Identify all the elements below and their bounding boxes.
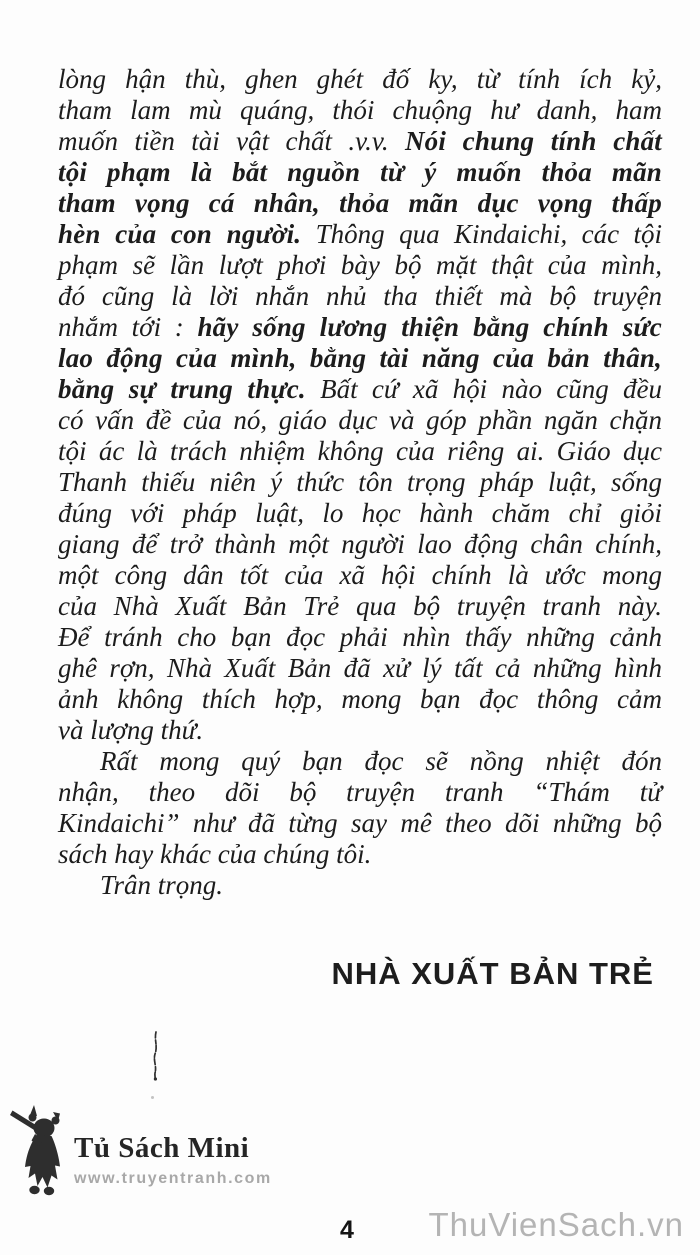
text-line xyxy=(58,591,662,622)
text-line xyxy=(58,64,662,95)
bold-text-run: bằng sự trung thực. xyxy=(58,374,306,404)
bold-text-run: hèn của con người. xyxy=(58,219,302,249)
text-line xyxy=(58,746,662,777)
site-watermark: ThuVienSach.vn xyxy=(428,1206,684,1243)
text-run: đó cũng là lời nhắn nhủ tha thiết mà bộ truyện xyxy=(58,281,662,311)
text-run: Trân trọng. xyxy=(100,870,224,900)
text-line xyxy=(58,870,662,901)
text-line xyxy=(58,622,662,653)
page-number: 4 xyxy=(340,1216,354,1244)
tusachmini-logo xyxy=(8,1104,272,1196)
text-line xyxy=(58,684,662,715)
text-run: tham lam mù quáng, thói chuộng hư danh, ham xyxy=(58,95,662,125)
text-line xyxy=(58,188,662,219)
text-run: tội ác là trách nhiệm không của riêng ai. Giáo dục xyxy=(58,436,662,466)
scan-scratch-mark xyxy=(150,1030,162,1084)
logo-url: www.truyentranh.com xyxy=(74,1170,272,1187)
text-line xyxy=(58,777,662,808)
text-line xyxy=(58,467,662,498)
text-run: ảnh không thích hợp, mong bạn đọc thông cảm xyxy=(58,684,662,714)
text-run: Để tránh cho bạn đọc phải nhìn thấy những cảnh xyxy=(58,622,662,652)
text-line xyxy=(58,529,662,560)
text-run: nhắm tới : xyxy=(58,312,198,342)
text-line xyxy=(58,715,662,746)
text-run: phạm sẽ lần lượt phơi bày bộ mặt thật của mình, xyxy=(58,250,662,280)
text-run: giang để trở thành một người lao động chân chính, xyxy=(58,529,662,559)
text-line xyxy=(58,343,662,374)
text-line xyxy=(58,653,662,684)
text-line xyxy=(58,157,662,188)
text-line xyxy=(58,560,662,591)
text-run: có vấn đề của nó, giáo dục và góp phần ngăn chặn xyxy=(58,405,662,435)
samurai-silhouette-icon xyxy=(8,1104,72,1196)
bold-text-run: tham vọng cá nhân, thỏa mãn dục vọng thấp xyxy=(58,188,662,218)
logo-title: Tủ Sách Mini xyxy=(74,1132,250,1164)
text-line xyxy=(58,374,662,405)
text-line xyxy=(58,95,662,126)
text-run: lòng hận thù, ghen ghét đố ky, từ tính ích kỷ, xyxy=(58,64,662,94)
bold-text-run: lao động của mình, bằng tài năng của bản thân, xyxy=(58,343,662,373)
text-run: Rất mong quý bạn đọc sẽ nồng nhiệt đón xyxy=(100,746,662,776)
text-run: Kindaichi” như đã từng say mê theo dõi những bộ xyxy=(58,808,662,838)
text-line xyxy=(58,126,662,157)
text-run: sách hay khác của chúng tôi. xyxy=(58,839,372,869)
text-run: muốn tiền tài vật chất .v.v. xyxy=(58,126,405,156)
logo-text-column xyxy=(74,1104,272,1188)
scan-speck xyxy=(151,1096,154,1099)
publisher-signature: NHÀ XUẤT BẢN TRẺ xyxy=(331,956,654,991)
text-run: Thanh thiếu niên ý thức tôn trọng pháp luật, sống xyxy=(58,467,662,497)
text-line xyxy=(58,808,662,839)
text-line xyxy=(58,498,662,529)
text-run: Thông qua Kindaichi, các tội xyxy=(301,219,662,249)
preface-text-block xyxy=(58,64,662,901)
text-run: của Nhà Xuất Bản Trẻ qua bộ truyện tranh này. xyxy=(58,591,662,621)
text-line xyxy=(58,281,662,312)
text-line xyxy=(58,436,662,467)
text-line xyxy=(58,405,662,436)
text-run: và lượng thứ. xyxy=(58,715,204,745)
bold-text-run: Nói chung tính chất xyxy=(404,126,663,156)
text-run: một công dân tốt của xã hội chính là ước mong xyxy=(58,560,662,590)
text-run: nhận, theo dõi bộ truyện tranh “Thám tử xyxy=(58,777,662,807)
text-line xyxy=(58,250,662,281)
bold-text-run: tội phạm là bắt nguồn từ ý muốn thỏa mãn xyxy=(58,157,662,187)
text-line xyxy=(58,312,662,343)
text-line xyxy=(58,219,662,250)
bold-text-run: hãy sống lương thiện bằng chính sức xyxy=(197,312,662,342)
text-run: đúng với pháp luật, lo học hành chăm chỉ giỏi xyxy=(58,498,662,528)
text-run: Bất cứ xã hội nào cũng đều xyxy=(305,374,662,404)
text-run: ghê rợn, Nhà Xuất Bản đã xử lý tất cả những hình xyxy=(58,653,662,683)
text-line xyxy=(58,839,662,870)
